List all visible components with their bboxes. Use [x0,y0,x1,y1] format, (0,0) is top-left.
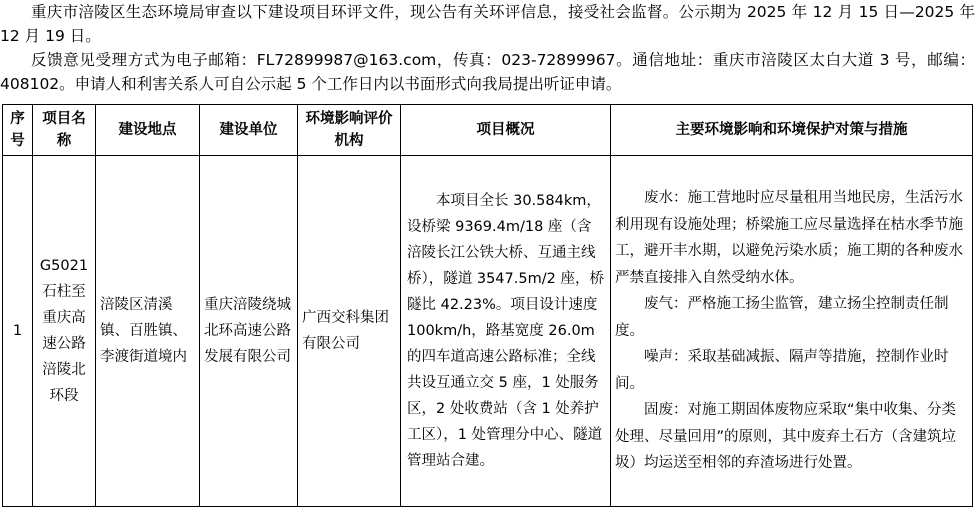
announcement-intro [0,0,975,96]
cell-env-measures [611,156,973,507]
cell-eia-agency: 广西交科集团有限公司 [298,156,401,507]
table-row [3,156,973,507]
overview-text: 本项目全长 30.584km，设桥梁 9369.4m/18 座（含涪陵长江公铁大桥、互通主线桥），隧道 3547.5m/2 座，桥隧比 42.23%。项目设计速度 100km/h，路基宽度 26.0m 的四车道高速公路标准；全线共设互通立交 5 座，1 处服务区，2 处收费站（含 1 处养护工区），1 处管理分中心、隧道管理站合建。 [407,193,604,469]
header-location: 建设地点 [96,105,200,156]
header-construction-unit: 建设单位 [200,105,298,156]
cell-location: 涪陵区清溪镇、百胜镇、李渡街道境内 [96,156,200,507]
intro-paragraph-feedback: 反馈意见受理方式为电子邮箱：FL72899987@163.com，传真：023-72899967。通信地址：重庆市涪陵区太白大道 3 号，邮编：408102。申请人和利害关系人可自公示起 5 个工作日内以书面形式向我局提出听证申请。 [0,51,975,93]
header-project-overview: 项目概况 [401,105,611,156]
header-eia-agency: 环境影响评价机构 [298,105,401,156]
cell-construction-unit: 重庆涪陵绕城北环高速公路发展有限公司 [200,156,298,507]
project-table [2,104,973,507]
cell-project-name: G5021 石柱至重庆高速公路涪陵北环段 [33,156,96,507]
measure-noise: 噪声：采取基础减振、隔声等措施，控制作业时间。 [615,349,949,392]
measure-exhaust-gas: 废气：严格施工扬尘监管，建立扬尘控制责任制度。 [615,296,949,339]
measure-solid-waste: 固废：对施工期固体废物应采取“集中收集、分类处理、尽量回用”的原则，其中废弃土石方（含建筑垃圾）均运送至相邻的弃渣场进行处置。 [615,402,957,472]
cell-project-overview [401,156,611,507]
intro-paragraph-publicity: 重庆市涪陵区生态环境局审查以下建设项目环评文件，现公告有关环评信息，接受社会监督。公示期为 2025 年 12 月 15 日—2025 年 12 月 19 日。 [0,3,975,45]
measure-wastewater: 废水：施工营地时应尽量租用当地民房，生活污水利用现有设施处理；桥梁施工应尽量选择在枯水季节施工，避开丰水期，以避免污染水质；施工期的各种废水严禁直接排入自然受纳水体。 [615,190,963,286]
header-seq: 序号 [3,105,33,156]
table-header-row [3,105,973,156]
cell-seq: 1 [3,156,33,507]
header-project-name: 项目名称 [33,105,96,156]
header-env-measures: 主要环境影响和环境保护对策与措施 [611,105,973,156]
